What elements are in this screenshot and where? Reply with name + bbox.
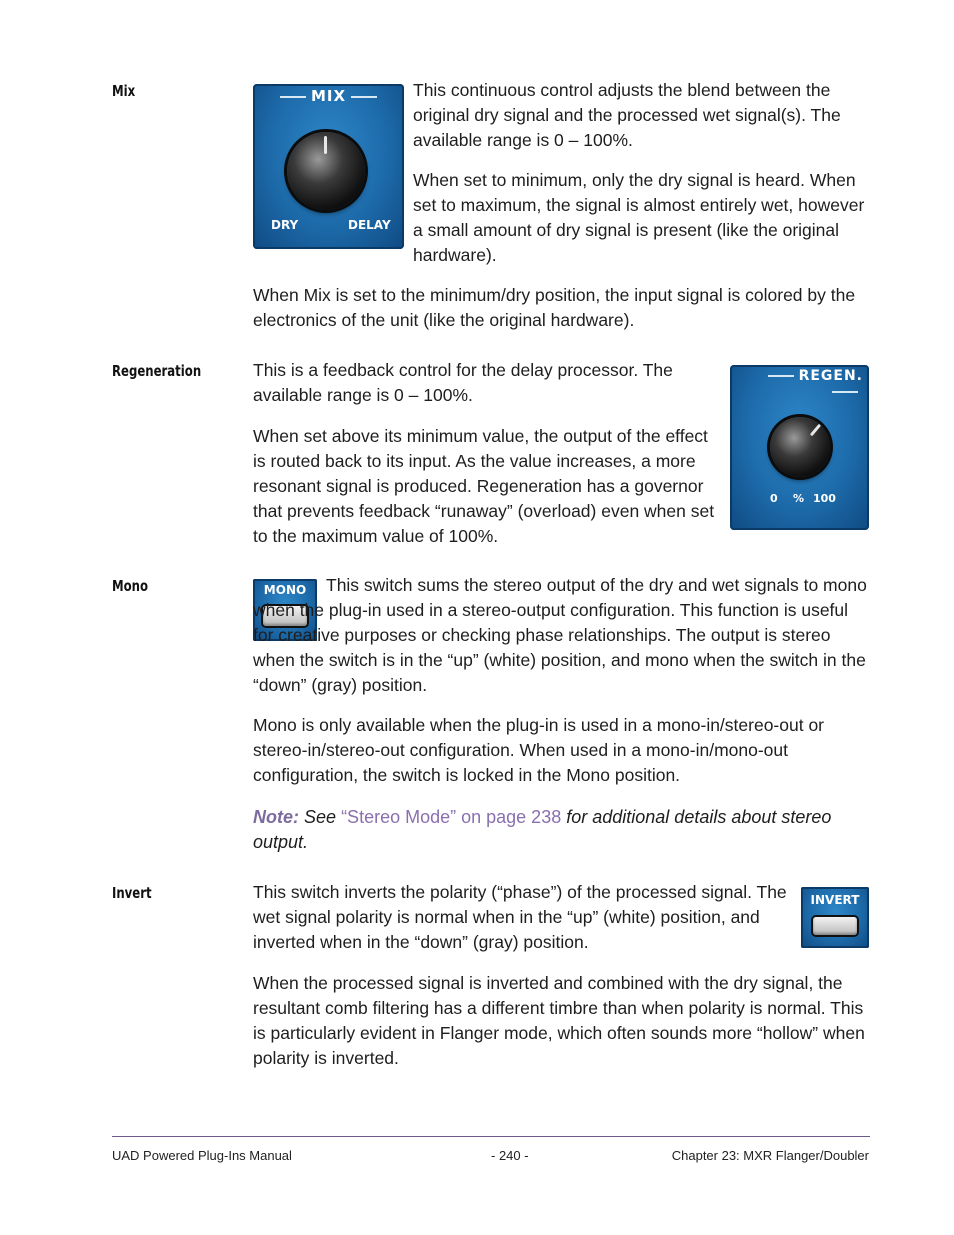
note-label: Note: xyxy=(253,807,299,827)
section-heading-regeneration: Regeneration xyxy=(112,362,202,380)
regen-max-label: 100 xyxy=(813,492,836,505)
footer-divider xyxy=(112,1136,870,1137)
mix-paragraph-2: When set to minimum, only the dry signal is heard. When set to maximum, the signal is almost entirely wet, however a small amount of dry signal is present (like the original hardware). xyxy=(413,170,865,265)
regen-unit-label: % xyxy=(793,492,805,505)
note-text-pre: See xyxy=(304,807,337,827)
mix-delay-label: DELAY xyxy=(348,218,391,232)
note-link[interactable]: “Stereo Mode” on page 238 xyxy=(341,807,562,827)
section-heading-mix: Mix xyxy=(112,82,136,100)
mono-paragraph-2: Mono is only available when the plug-in is used in a mono-in/stereo-out or stereo-in/stereo-out configuration. When used in a mono-in/mono-out configuration, the switch is locked in the Mono position. xyxy=(253,715,825,785)
note-text-post: for additional details about stereo output. xyxy=(253,807,832,852)
regeneration-paragraph-2: When set above its minimum value, the output of the effect is routed back to its input. As the value increases, a more resonant signal is produced. Regeneration has a governor that prevents feedback “runaway” (overload) even when set to the maximum value of 100%. xyxy=(253,426,715,546)
invert-paragraph-1: This switch inverts the polarity (“phase”) of the processed signal. The wet signal polarity is normal when in the “up” (white) position, and inverted when in the “down” (gray) position. xyxy=(253,882,787,952)
invert-switch-label: INVERT xyxy=(810,893,860,907)
footer-chapter-title: Chapter 23: MXR Flanger/Doubler xyxy=(671,1148,869,1163)
footer-page-number: - 240 - xyxy=(491,1148,529,1163)
mix-paragraph-1: This continuous control adjusts the blend between the original dry signal and the processed wet signal(s). The available range is 0 – 100%. xyxy=(413,80,841,150)
regen-knob[interactable] xyxy=(770,417,830,477)
mono-switch-label: MONO xyxy=(263,583,307,597)
section-heading-mono: Mono xyxy=(112,577,149,595)
mix-panel-title: MIX xyxy=(253,87,404,105)
regen-knob-panel xyxy=(730,365,869,530)
invert-switch-button[interactable] xyxy=(813,917,857,935)
section-heading-invert: Invert xyxy=(112,884,152,902)
mix-knob-panel xyxy=(253,84,404,249)
regen-min-label: 0 xyxy=(770,492,778,505)
mix-dry-label: DRY xyxy=(271,218,299,232)
footer-manual-title: UAD Powered Plug-Ins Manual xyxy=(112,1148,292,1163)
mono-paragraph-1: This switch sums the stereo output of the dry and wet signals to mono when the plug-in used in a stereo-output configuration. This function is useful for creative purposes or checking phase relationships. The output is stereo when the switch is in the “up” (white) position, and mono when the switch in the “down” (gray) position. xyxy=(253,575,867,695)
invert-paragraph-2: When the processed signal is inverted and combined with the dry signal, the resultant comb filtering has a different timbre than when polarity is normal. This is particularly evident in Flanger mode, which often sounds more “hollow” when polarity is inverted. xyxy=(253,973,865,1068)
regen-panel-title: REGEN. xyxy=(730,368,869,400)
regen-knob-pointer xyxy=(810,424,821,437)
mix-paragraph-3: When Mix is set to the minimum/dry position, the input signal is colored by the electronics of the unit (like the original hardware). xyxy=(253,285,856,330)
mono-note xyxy=(253,805,873,855)
regeneration-paragraph-1: This is a feedback control for the delay processor. The available range is 0 – 100%. xyxy=(253,360,673,405)
mix-knob-pointer xyxy=(324,136,327,154)
mix-knob[interactable] xyxy=(287,132,365,210)
invert-switch-panel xyxy=(801,887,869,948)
